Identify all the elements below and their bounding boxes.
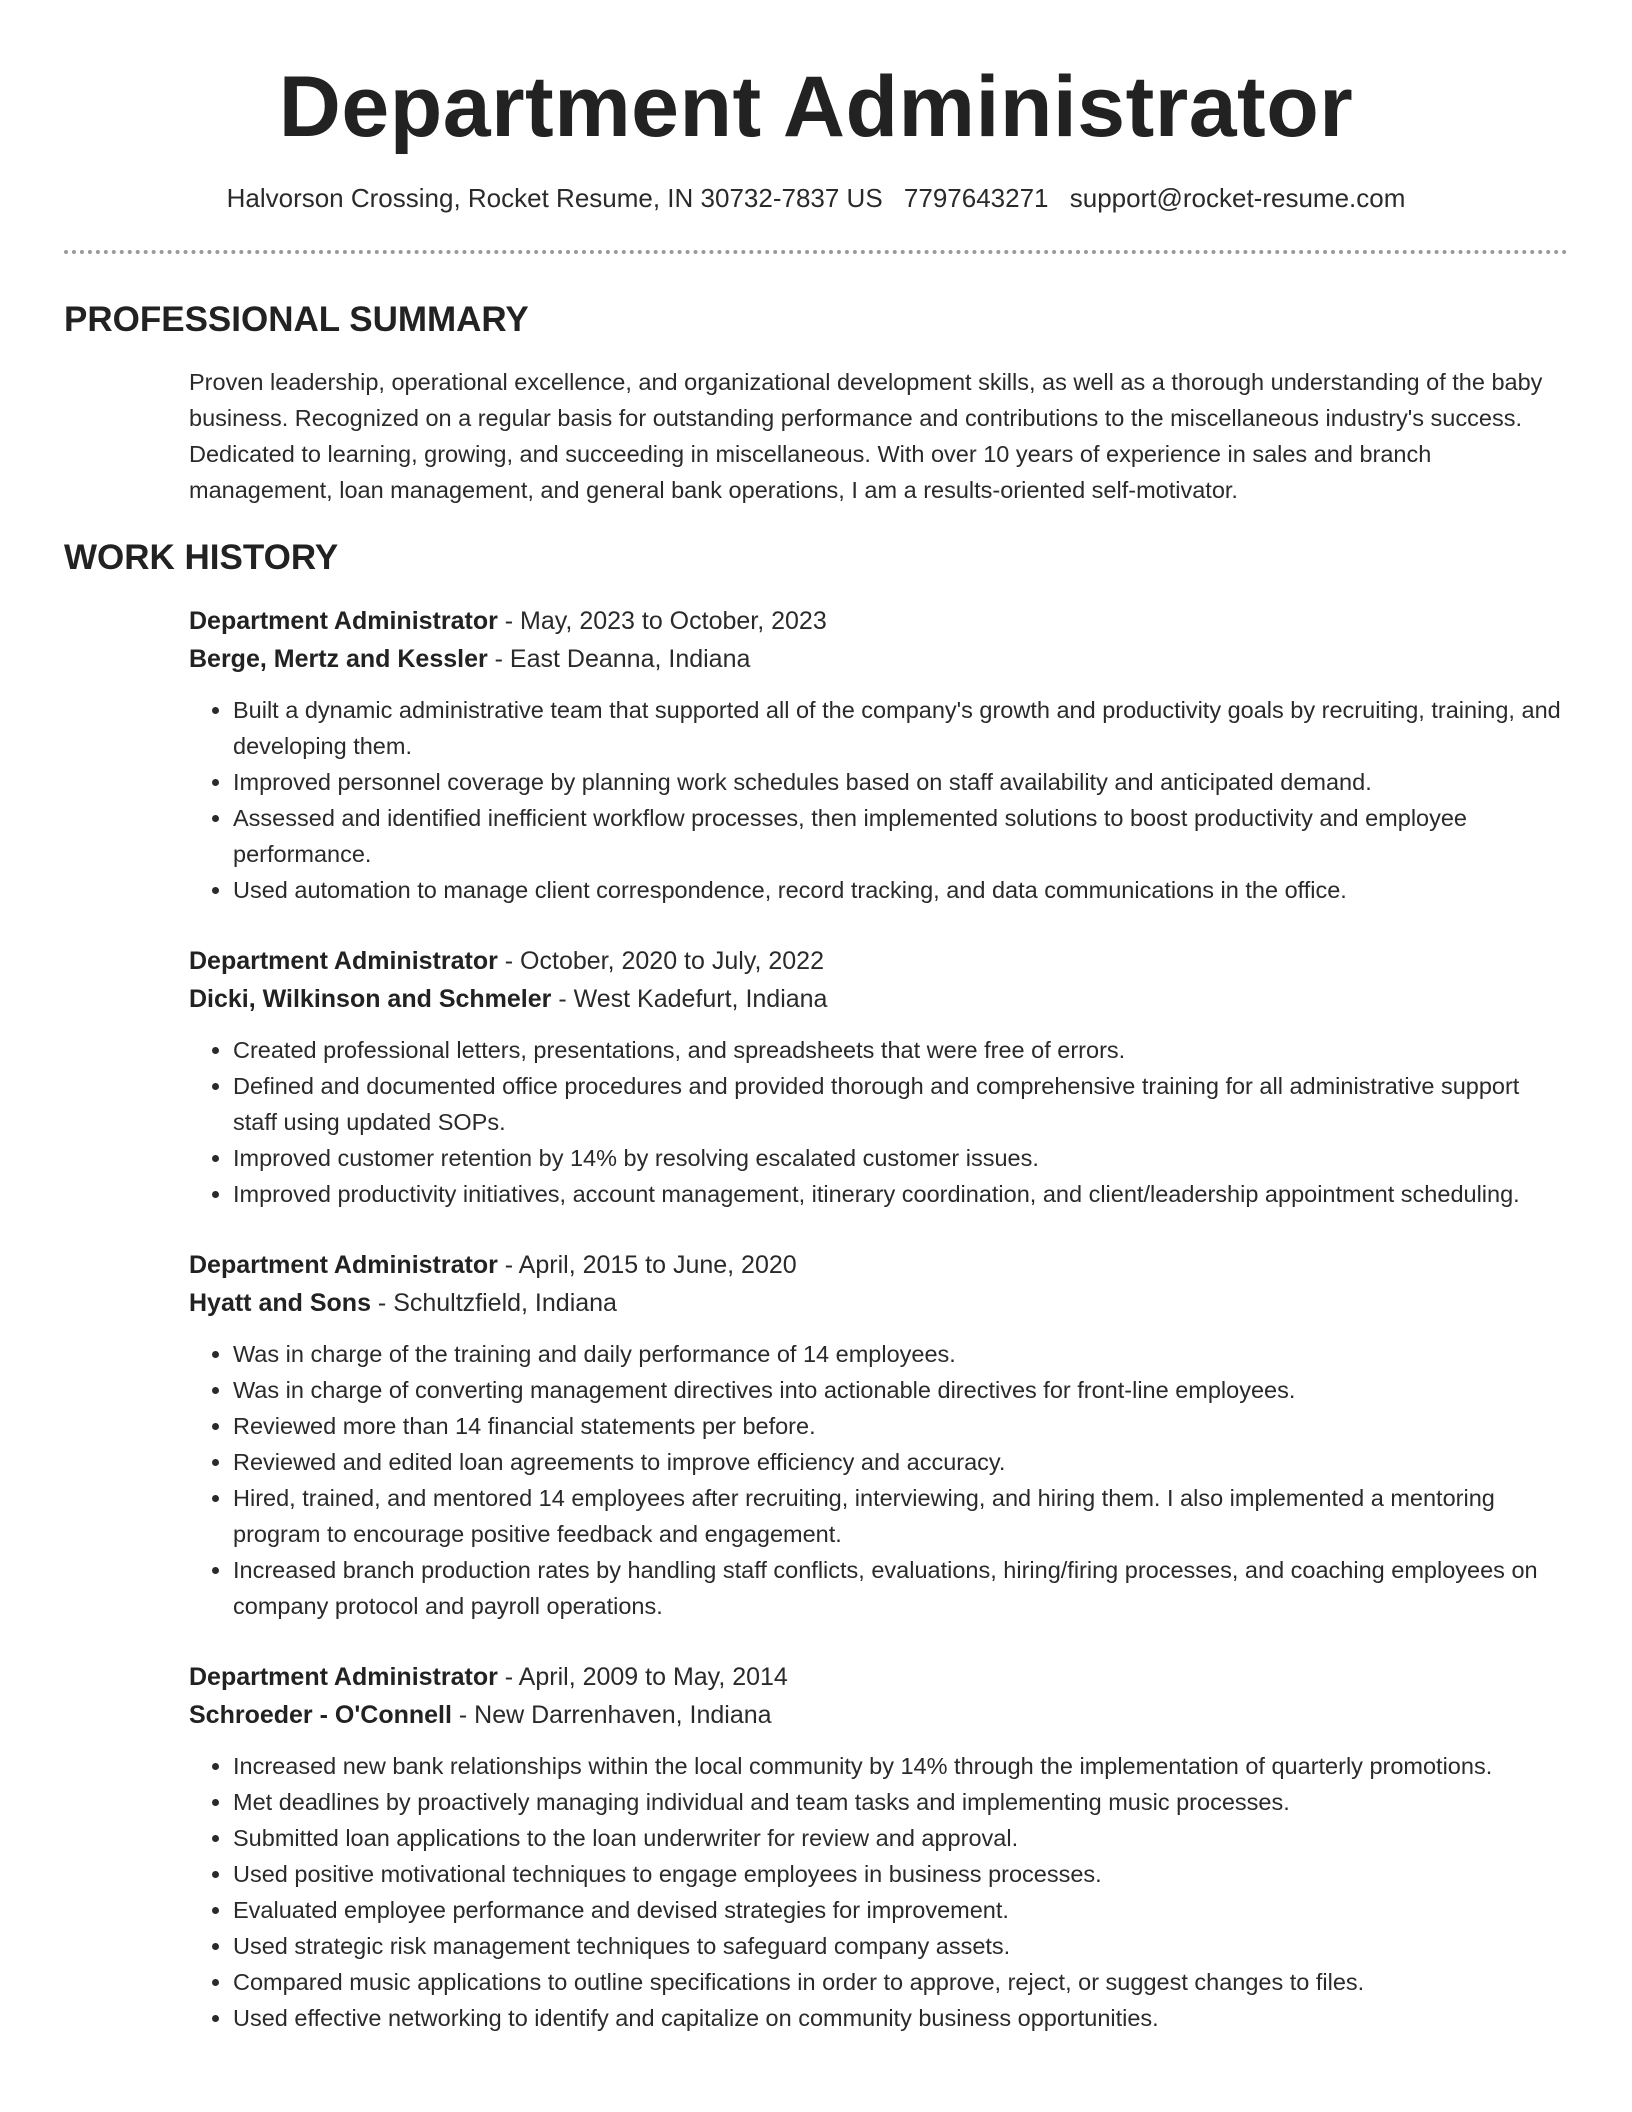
job-bullet: • Hired, trained, and mentored 14 employees after recruiting, interviewing, and hiring them. I also implemented a mentoring program to encourage positive feedback and engagement. — [233, 1480, 1569, 1552]
job-bullet: • Assessed and identified inefficient workflow processes, then implemented solutions to boost productivity and employee performance. — [233, 800, 1569, 872]
job-location: - East Deanna, Indiana — [487, 645, 751, 673]
job-dates: - May, 2023 to October, 2023 — [497, 607, 827, 635]
job-bullet: • Improved customer retention by 14% by resolving escalated customer issues. — [233, 1140, 1569, 1176]
job-bullet: • Defined and documented office procedures and provided thorough and comprehensive training for all administrative support staff using updated SOPs. — [233, 1068, 1569, 1140]
job-location: - New Darrenhaven, Indiana — [451, 1701, 772, 1729]
job-bullets — [189, 1032, 1569, 1212]
job-bullet: • Improved personnel coverage by planning work schedules based on staff availability and anticipated demand. — [233, 764, 1569, 800]
job-bullet: • Increased new bank relationships within the local community by 14% through the implementation of quarterly promotions. — [233, 1748, 1569, 1784]
work-history-list — [189, 602, 1569, 2070]
job-bullet: • Improved productivity initiatives, account management, itinerary coordination, and client/leadership appointment scheduling. — [233, 1176, 1569, 1212]
job-location: - West Kadefurt, Indiana — [551, 985, 828, 1013]
job-bullet: • Submitted loan applications to the loan underwriter for review and approval. — [233, 1820, 1569, 1856]
job-entry — [189, 602, 1569, 908]
job-bullet: • Used effective networking to identify and capitalize on community business opportunities. — [233, 2000, 1569, 2036]
contact-line — [0, 180, 1632, 216]
job-company-line — [189, 640, 1569, 678]
job-bullet: • Created professional letters, presentations, and spreadsheets that were free of errors. — [233, 1032, 1569, 1068]
job-title-line — [189, 1658, 1569, 1696]
job-dates: - April, 2015 to June, 2020 — [497, 1251, 797, 1279]
summary-heading: PROFESSIONAL SUMMARY — [64, 300, 529, 339]
job-entry — [189, 1246, 1569, 1624]
job-title-line — [189, 942, 1569, 980]
job-company: Dicki, Wilkinson and Schmeler — [189, 985, 552, 1013]
contact-email: support@rocket-resume.com — [1069, 183, 1406, 213]
job-company-line — [189, 1284, 1569, 1322]
job-bullet: • Compared music applications to outline specifications in order to approve, reject, or suggest changes to files. — [233, 1964, 1569, 2000]
contact-address: Halvorson Crossing, Rocket Resume, IN 30732-7837 US — [226, 183, 883, 213]
job-title: Department Administrator — [189, 607, 498, 635]
job-bullet: • Was in charge of converting management directives into actionable directives for front-line employees. — [233, 1372, 1569, 1408]
job-location: - Schultzfield, Indiana — [370, 1289, 617, 1317]
job-title-line — [189, 602, 1569, 640]
job-bullets — [189, 1748, 1569, 2036]
job-company-line — [189, 980, 1569, 1018]
job-bullet: • Met deadlines by proactively managing individual and team tasks and implementing music processes. — [233, 1784, 1569, 1820]
contact-phone: 7797643271 — [903, 183, 1049, 213]
job-bullets — [189, 692, 1569, 908]
job-bullet: • Used positive motivational techniques to engage employees in business processes. — [233, 1856, 1569, 1892]
job-company: Schroeder - O'Connell — [189, 1701, 452, 1729]
job-entry — [189, 1658, 1569, 2036]
job-dates: - October, 2020 to July, 2022 — [497, 947, 824, 975]
job-bullet: • Used strategic risk management techniques to safeguard company assets. — [233, 1928, 1569, 1964]
job-bullet: • Evaluated employee performance and devised strategies for improvement. — [233, 1892, 1569, 1928]
work-history-heading: WORK HISTORY — [64, 538, 339, 577]
resume-name: Department Administrator — [278, 59, 1354, 155]
job-title: Department Administrator — [189, 1663, 498, 1691]
job-title: Department Administrator — [189, 947, 498, 975]
job-bullet: • Built a dynamic administrative team that supported all of the company's growth and productivity goals by recruiting, training, and developing them. — [233, 692, 1569, 764]
job-bullet: • Reviewed more than 14 financial statements per before. — [233, 1408, 1569, 1444]
job-bullet: • Was in charge of the training and daily performance of 14 employees. — [233, 1336, 1569, 1372]
job-company: Berge, Mertz and Kessler — [189, 645, 488, 673]
job-bullet: • Used automation to manage client correspondence, record tracking, and data communications in the office. — [233, 872, 1569, 908]
job-dates: - April, 2009 to May, 2014 — [497, 1663, 788, 1691]
job-bullet: • Reviewed and edited loan agreements to improve efficiency and accuracy. — [233, 1444, 1569, 1480]
summary-text: Proven leadership, operational excellence, and organizational development skills, as well as a thorough understanding of the baby business. Recognized on a regular basis for outstanding performance and contributions to the miscellaneous industry's success. Dedicated to learning, growing, and succeeding in miscellaneous. With over 10 years of experience in sales and branch management, loan management, and general bank operations, I am a results-oriented self-motivator. — [189, 369, 1543, 503]
job-company: Hyatt and Sons — [189, 1289, 371, 1317]
job-bullet: • Increased branch production rates by handling staff conflicts, evaluations, hiring/firing processes, and coaching employees on company protocol and payroll operations. — [233, 1552, 1569, 1624]
header-divider — [64, 250, 1568, 254]
job-title: Department Administrator — [189, 1251, 498, 1279]
job-bullets — [189, 1336, 1569, 1624]
job-title-line — [189, 1246, 1569, 1284]
job-company-line — [189, 1696, 1569, 1734]
job-entry — [189, 942, 1569, 1212]
